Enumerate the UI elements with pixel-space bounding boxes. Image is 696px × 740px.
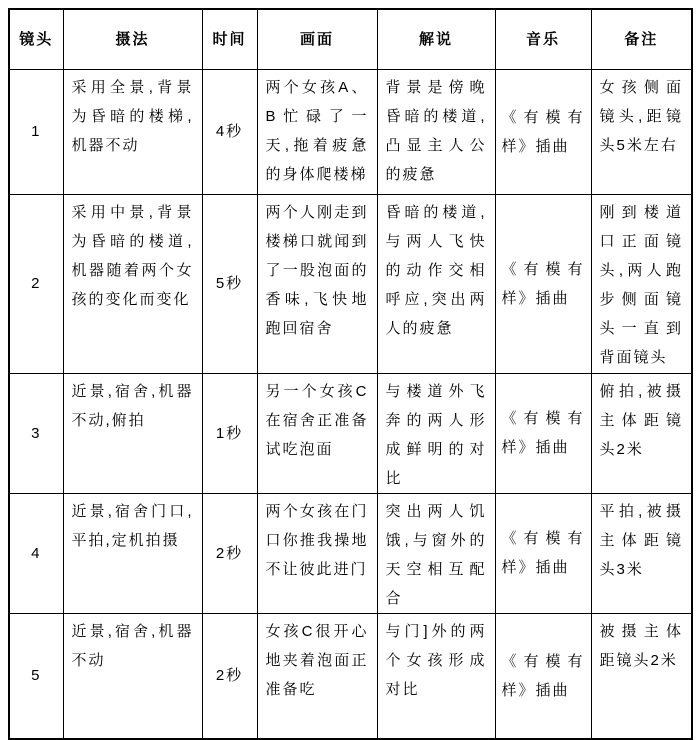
- cell-notes: 平拍,被摄主体距镜头3米: [591, 493, 692, 613]
- cell-picture: 两个人刚走到楼梯口就闻到了一股泡面的香味,飞快地跑回宿舍: [257, 194, 377, 373]
- cell-method: 近景,宿舍门口,平拍,定机拍摄: [63, 493, 202, 613]
- header-music: 音乐: [495, 9, 591, 69]
- cell-music: 《有模有样》插曲: [495, 373, 591, 493]
- cell-time: 2秒: [202, 493, 257, 613]
- cell-music: 《有模有样》插曲: [495, 194, 591, 373]
- header-method: 摄法: [63, 9, 202, 69]
- table-row-shot-2: [9, 194, 692, 373]
- cell-time: 5秒: [202, 194, 257, 373]
- cell-picture: 两个女孩在门口你推我操地不让彼此进门: [257, 493, 377, 613]
- table-row-shot-4: [9, 493, 692, 613]
- header-row: [9, 9, 692, 69]
- header-notes: 备注: [591, 9, 692, 69]
- cell-method: 采用中景,背景为昏暗的楼道,机器随着两个女孩的变化而变化: [63, 194, 202, 373]
- cell-picture: 另一个女孩C在宿舍正准备试吃泡面: [257, 373, 377, 493]
- cell-notes: 女孩侧面镜头,距镜头5米左右: [591, 69, 692, 194]
- header-narration: 解说: [377, 9, 495, 69]
- cell-music: 《有模有样》插曲: [495, 69, 591, 194]
- cell-notes: 被摄主体距镜头2米: [591, 613, 692, 739]
- cell-picture: 两个女孩A、B忙碌了一天,拖着疲惫的身体爬楼梯: [257, 69, 377, 194]
- cell-narration: 与楼道外飞奔的两人形成鲜明的对比: [377, 373, 495, 493]
- cell-method: 近景,宿舍,机器不动,俯拍: [63, 373, 202, 493]
- header-shot: 镜头: [9, 9, 63, 69]
- cell-time: 1秒: [202, 373, 257, 493]
- table-row-shot-3: [9, 373, 692, 493]
- cell-shot: 5: [9, 613, 63, 739]
- cell-shot: 2: [9, 194, 63, 373]
- cell-narration: 背景是傍晚昏暗的楼道,凸显主人公的疲惫: [377, 69, 495, 194]
- cell-time: 2秒: [202, 613, 257, 739]
- cell-method: 采用全景,背景为昏暗的楼梯,机器不动: [63, 69, 202, 194]
- cell-music: 《有模有样》插曲: [495, 493, 591, 613]
- cell-time: 4秒: [202, 69, 257, 194]
- cell-shot: 1: [9, 69, 63, 194]
- header-picture: 画面: [257, 9, 377, 69]
- cell-narration: 昏暗的楼道,与两人飞快的动作交相呼应,突出两人的疲惫: [377, 194, 495, 373]
- cell-notes: 俯拍,被摄主体距镜头2米: [591, 373, 692, 493]
- cell-music: 《有模有样》插曲: [495, 613, 591, 739]
- cell-narration: 突出两人饥饿,与窗外的天空相互配合: [377, 493, 495, 613]
- cell-picture: 女孩C很开心地夹着泡面正准备吃: [257, 613, 377, 739]
- cell-method: 近景,宿舍,机器不动: [63, 613, 202, 739]
- cell-shot: 3: [9, 373, 63, 493]
- cell-notes: 刚到楼道口正面镜头,两人跑步侧面镜头一直到背面镜头: [591, 194, 692, 373]
- table-row-shot-5: [9, 613, 692, 739]
- cell-shot: 4: [9, 493, 63, 613]
- storyboard-table: [8, 8, 693, 740]
- header-time: 时间: [202, 9, 257, 69]
- table-row-shot-1: [9, 69, 692, 194]
- cell-narration: 与门]外的两个女孩形成对比: [377, 613, 495, 739]
